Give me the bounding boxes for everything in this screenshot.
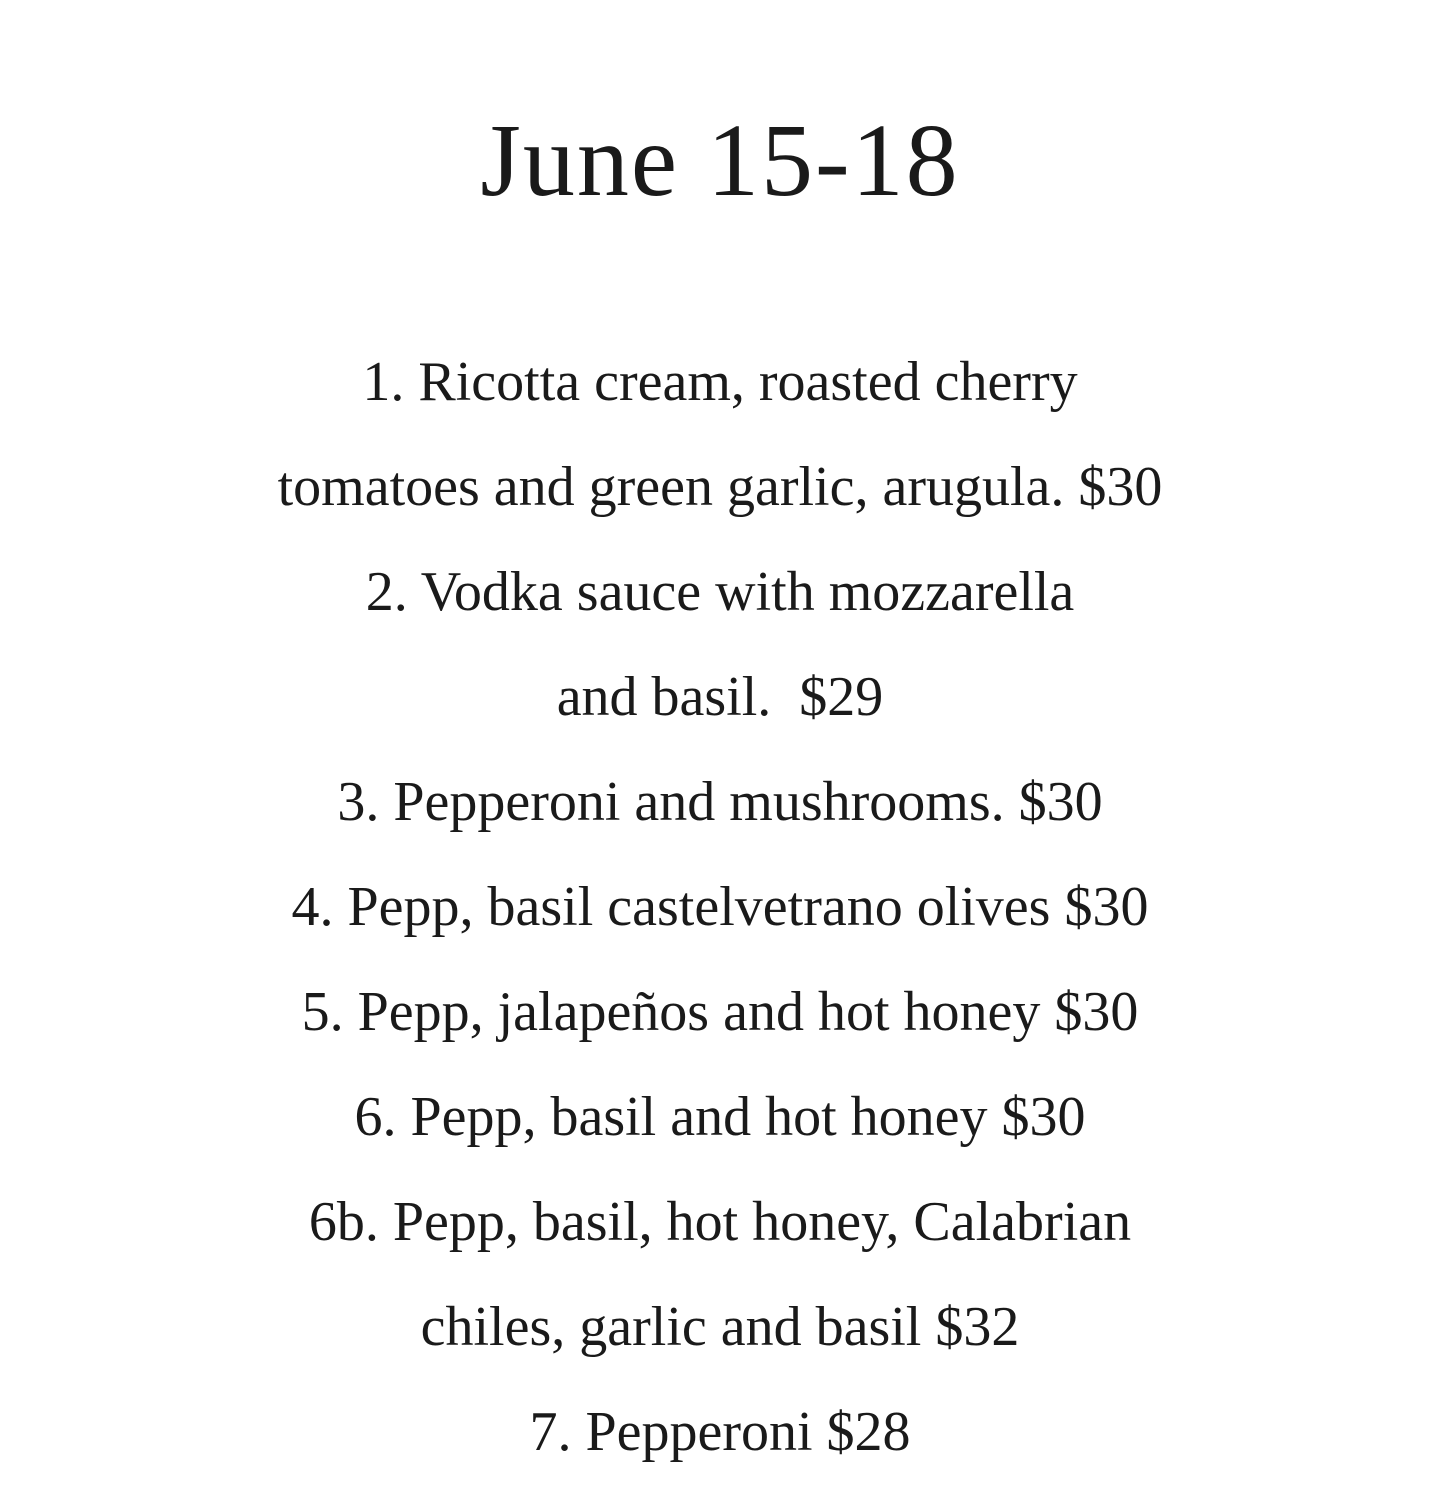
menu-line-10: chiles, garlic and basil $32 (420, 1296, 1020, 1358)
menu-line-2: tomatoes and green garlic, arugula. $30 (277, 456, 1163, 518)
menu-line-11: 7. Pepperoni $28 (529, 1401, 911, 1463)
page-title: June 15-18 (480, 103, 960, 218)
menu-line-9: 6b. Pepp, basil, hot honey, Calabrian (308, 1191, 1132, 1253)
menu-line-6: 4. Pepp, basil castelvetrano olives $30 (291, 876, 1149, 938)
menu-line-4: and basil. $29 (556, 666, 884, 728)
menu-line-7: 5. Pepp, jalapeños and hot honey $30 (301, 981, 1139, 1043)
menu-line-1: 1. Ricotta cream, roasted cherry (362, 351, 1078, 413)
menu-line-8: 6. Pepp, basil and hot honey $30 (354, 1086, 1086, 1148)
menu-line-3: 2. Vodka sauce with mozzarella (365, 561, 1075, 623)
menu-list (0, 330, 1440, 1485)
menu-line-5: 3. Pepperoni and mushrooms. $30 (337, 771, 1103, 833)
